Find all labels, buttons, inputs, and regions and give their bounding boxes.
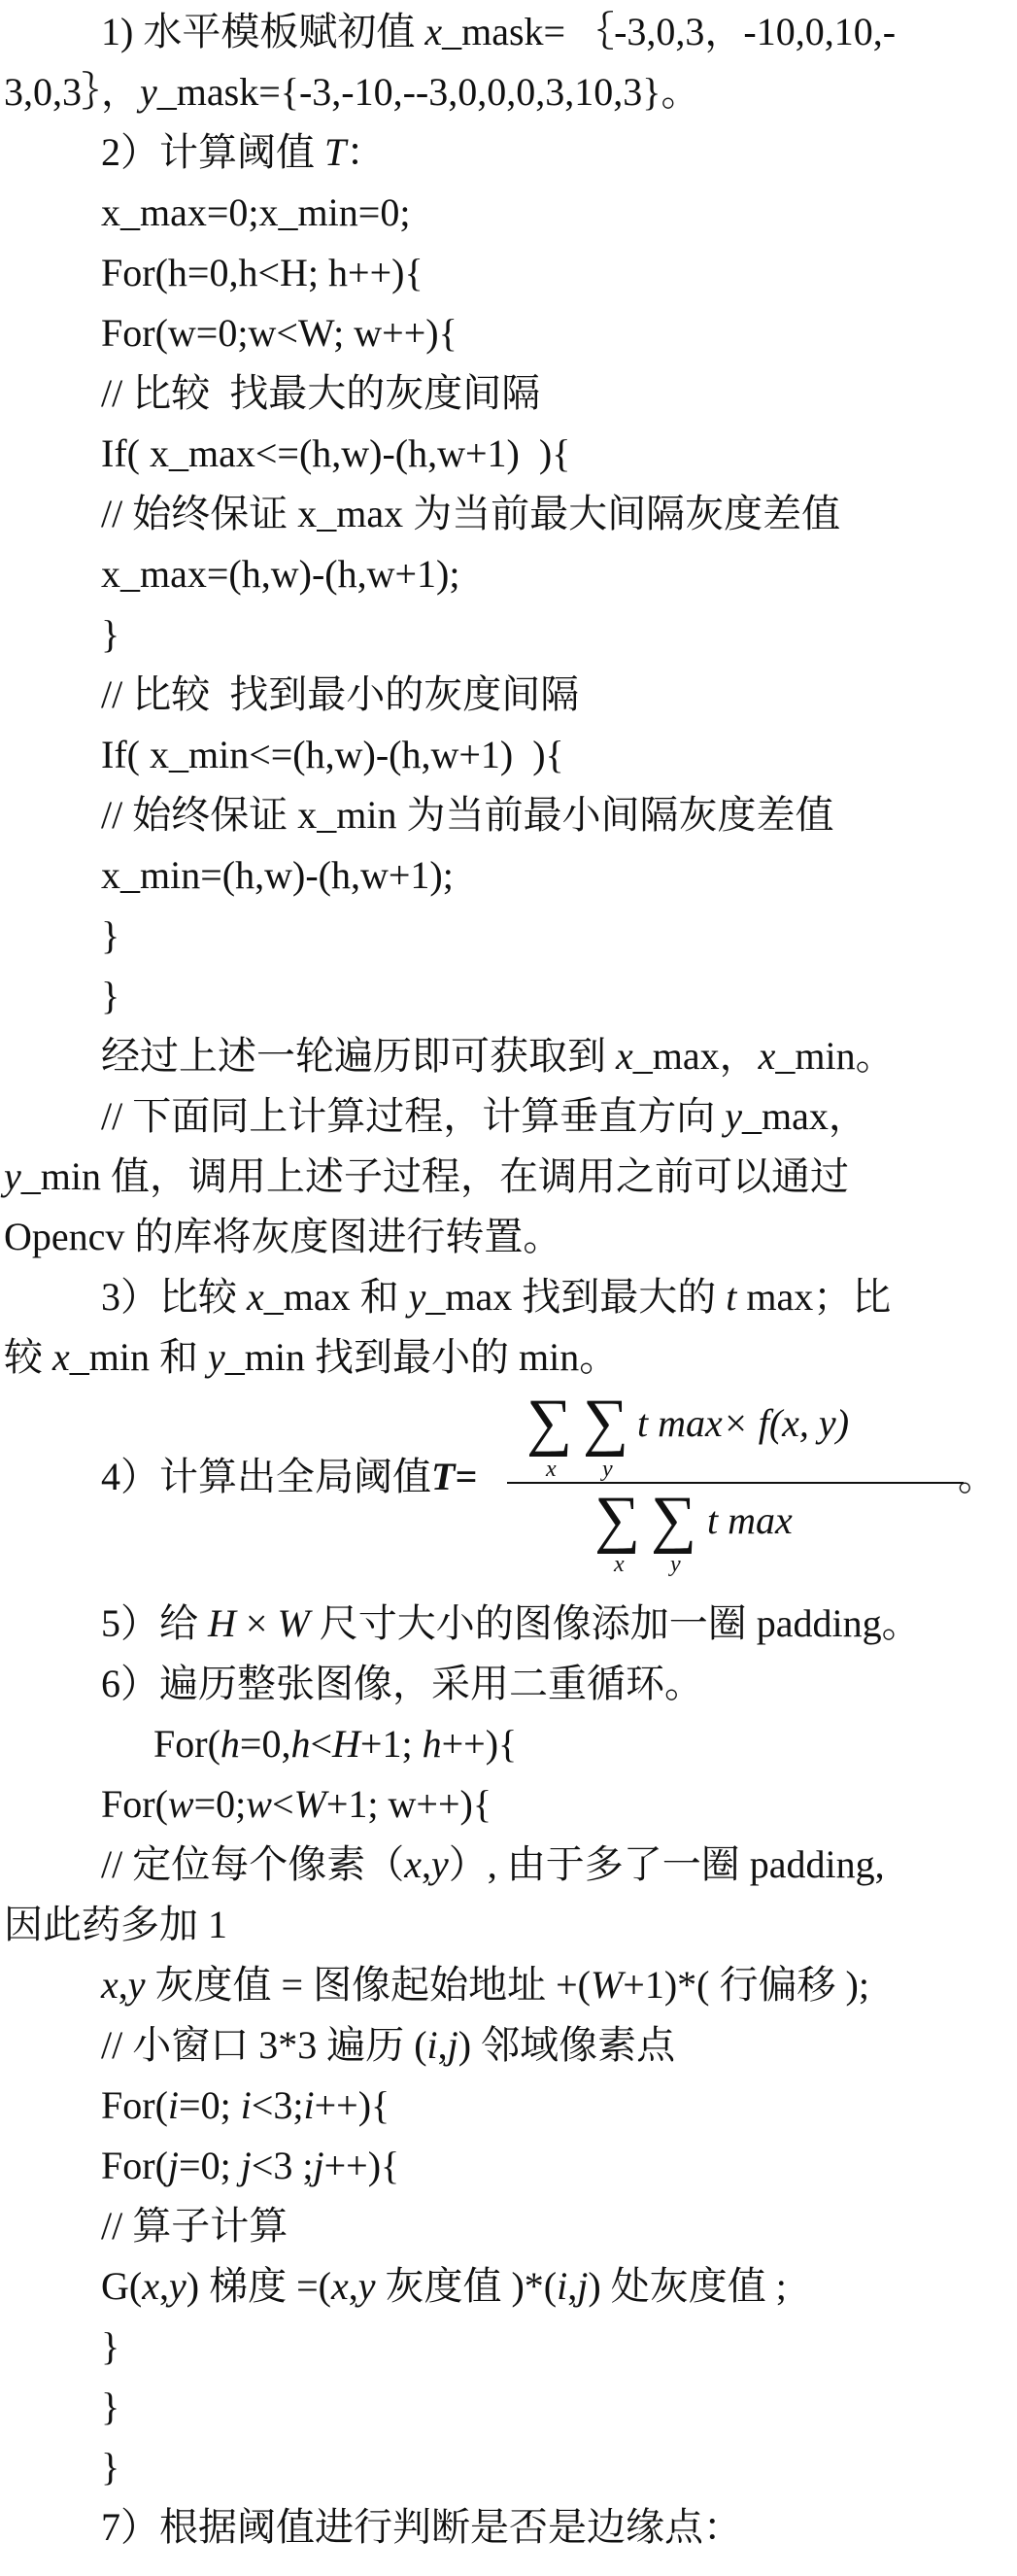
step-6-line: 6）遍历整张图像，采用二重循环。 — [101, 1662, 703, 1705]
sum-sign: ∑ — [651, 1484, 697, 1555]
threshold-formula — [101, 1385, 1014, 1579]
code-line: For(h=0,h<H; h++){ — [101, 251, 424, 294]
sum-sign: ∑ — [594, 1484, 641, 1555]
formula-period: 。 — [958, 1455, 997, 1498]
step-3-line-2: 较 x_min 和 y_min 找到最小的 min。 — [4, 1335, 619, 1379]
code-comment: // 下面同上计算过程，计算垂直方向 y_max， — [101, 1094, 867, 1138]
code-brace: } — [101, 913, 120, 957]
numerator-text: t max× f(x, y) — [637, 1401, 850, 1445]
code-line: x_max=0;x_min=0; — [101, 190, 411, 234]
sum-index-y: y — [602, 1457, 613, 1482]
step-1-line-2: 3,0,3｝，y_mask={-3,-10,--3,0,0,0,3,10,3}。 — [4, 70, 700, 114]
code-comment: // 比较 找最大的灰度间隔 — [101, 371, 541, 415]
step-2-heading: 2）计算阈值 T： — [101, 130, 386, 174]
step-3-line-1: 3）比较 x_max 和 y_max 找到最大的 t max；比 — [101, 1275, 892, 1319]
code-brace: } — [101, 612, 120, 656]
sum-index-x: x — [614, 1552, 625, 1577]
code-line: For(h=0,h<H+1; h++){ — [153, 1722, 518, 1766]
paragraph-line: y_min 值，调用上述子过程，在调用之前可以通过 — [4, 1154, 849, 1198]
code-comment: // 始终保证 x_max 为当前最大间隔灰度差值 — [101, 492, 841, 535]
sum-index-y: y — [670, 1552, 681, 1577]
code-line: For(w=0;w<W; w++){ — [101, 311, 458, 355]
code-line: x,y 灰度值 = 图像起始地址 +(W+1)*( 行偏移 ); — [101, 1963, 869, 2007]
code-comment: // 比较 找到最小的灰度间隔 — [101, 672, 580, 716]
paragraph-line: Opencv 的库将灰度图进行转置。 — [4, 1215, 562, 1258]
fraction-bar — [507, 1482, 964, 1484]
code-line: If( x_min<=(h,w)-(h,w+1) ){ — [101, 733, 564, 776]
step-7-line: 7）根据阈值进行判断是否是边缘点： — [101, 2505, 742, 2549]
code-comment: // 算子计算 — [101, 2204, 288, 2248]
code-line: For(w=0;w<W+1; w++){ — [101, 1782, 492, 1826]
numerator-expression — [637, 1400, 849, 1446]
code-comment: // 小窗口 3*3 遍历 (i,j) 邻域像素点 — [101, 2023, 676, 2067]
code-line: x_min=(h,w)-(h,w+1); — [101, 853, 454, 897]
code-line: If( x_max<=(h,w)-(h,w+1) ){ — [101, 431, 571, 475]
formula-symbol: T= — [431, 1455, 478, 1498]
step-1-line-1: 1) 水平模板赋初值 x_mask= ｛-3,0,3，-10,0,10,- — [101, 10, 897, 53]
sum-index-x: x — [546, 1457, 557, 1482]
code-comment: // 定位每个像素（x,y）, 由于多了一圈 padding, — [101, 1842, 885, 1886]
denominator-text: t max — [707, 1498, 793, 1542]
code-line: For(i=0; i<3;i++){ — [101, 2083, 390, 2127]
code-line: G(x,y) 梯度 =(x,y 灰度值 )*(i,j) 处灰度值 ; — [101, 2264, 787, 2308]
code-brace: } — [101, 974, 120, 1017]
code-brace: } — [101, 2385, 120, 2428]
sum-sign: ∑ — [526, 1387, 573, 1458]
code-brace: } — [101, 2445, 120, 2489]
code-comment: // 始终保证 x_min 为当前最小间隔灰度差值 — [101, 793, 834, 837]
formula-fraction — [507, 1385, 964, 1579]
denominator-expression — [707, 1497, 793, 1543]
code-brace: } — [101, 2324, 120, 2368]
paragraph-line: 经过上述一轮遍历即可获取到 x_max，x_min。 — [101, 1034, 895, 1078]
formula-label-text: 4）计算出全局阈值 — [101, 1455, 431, 1498]
code-line: For(j=0; j<3 ;j++){ — [101, 2144, 400, 2187]
sum-sign: ∑ — [583, 1387, 629, 1458]
code-line: x_max=(h,w)-(h,w+1); — [101, 552, 460, 596]
code-comment: 因此药多加 1 — [4, 1903, 227, 1946]
step-5-line: 5）给 H × W 尺寸大小的图像添加一圈 padding。 — [101, 1601, 921, 1645]
formula-label — [101, 1447, 477, 1507]
